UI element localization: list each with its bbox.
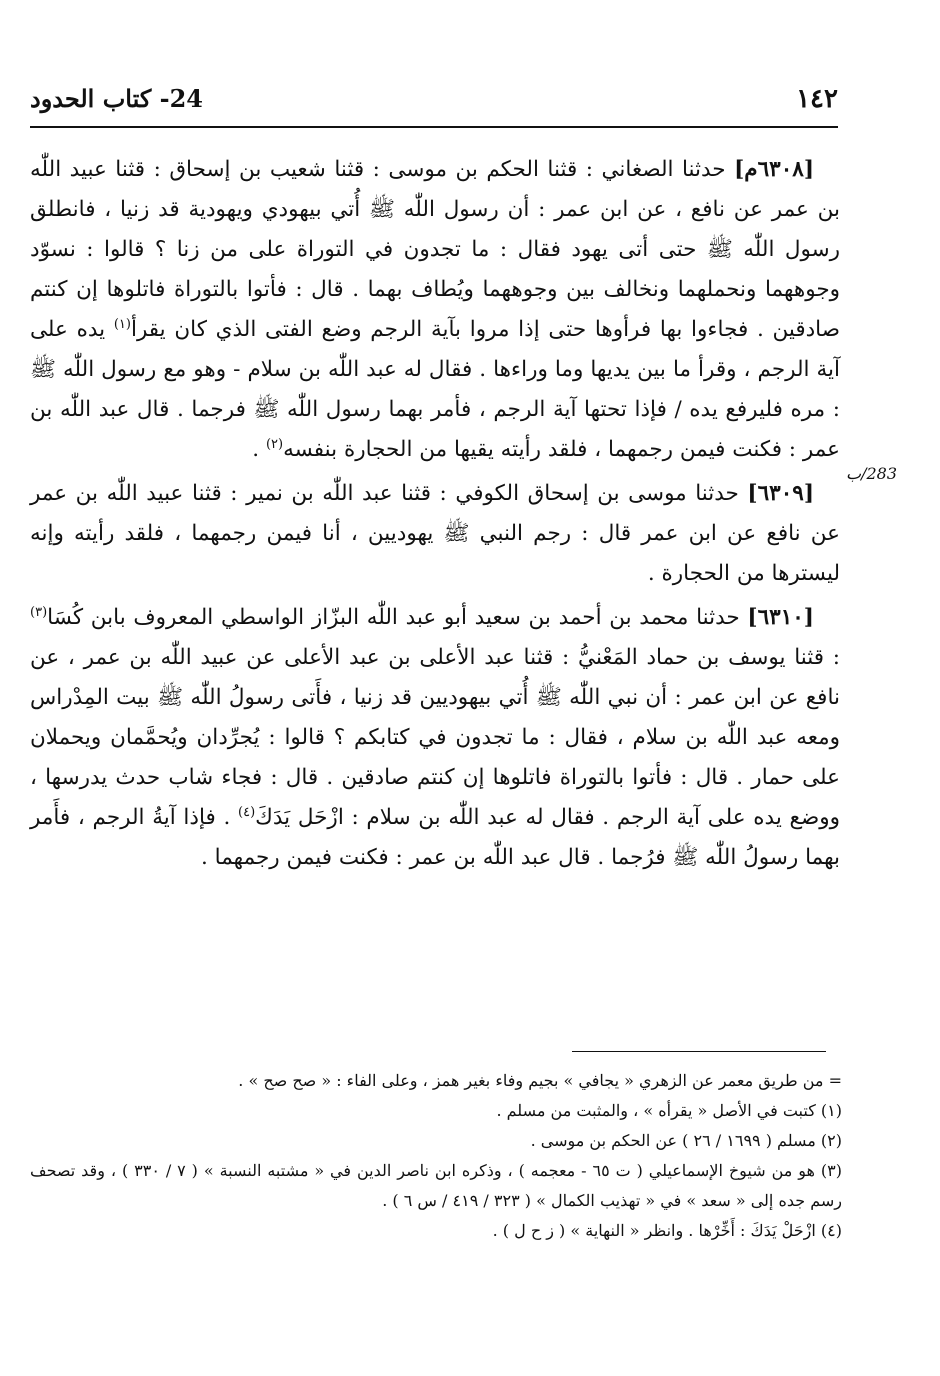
hadith-text-end: . فإذا آيةُ الرجم ، فأَمر بهما رسولُ اللّٰه ﷺ فرُجما . قال عبد اللّٰه بن عمر : فكنت فيمن رجمهما .	[30, 805, 840, 870]
hadith-number: [٦٣٠٩]	[747, 481, 814, 506]
book-title: 24- كتاب الحدود	[30, 84, 203, 113]
hadith-number: [٦٣٠٨م]	[734, 157, 814, 182]
page-number: ١٤٢	[796, 84, 838, 114]
main-text	[30, 150, 840, 882]
footnote-separator	[572, 1051, 826, 1052]
footnote-1: (١) كتبت في الأصل « يقرأه » ، والمثبت من مسلم .	[496, 1101, 842, 1120]
footnote-ref: (٣)	[30, 604, 48, 620]
page-header	[30, 80, 838, 124]
hadith-6309	[30, 474, 840, 594]
hadith-text-cont: : قثنا يوسف بن حماد المَعْنيُّ : قثنا عبد الأعلى بن عبد الأعلى عن عبيد اللّٰه بن عمر ، عن نافع عن ابن عمر : أن نبي اللّٰه ﷺ أُتي بيهوديين قد زنيا ، فأَتى رسولُ اللّٰه ﷺ بيت المِدْراس ومعه عبد اللّٰه بن سلام ، فقال : ما تجدون في كتابكم ؟ قالوا : يُجرِّدان ويُحمَّمان ويحملان على حمار . قال : فأتوا بالتوراة فاتلوها إن كنتم صادقين . قال : فجاء شاب حدث يدرسها ، ووضع يده على آية الرجم . فقال له عبد اللّٰه بن سلام : ازْحَل يَدَكَ	[30, 645, 840, 830]
hadith-text-end: .	[252, 437, 266, 462]
footnotes	[30, 1066, 842, 1246]
hadith-6308	[30, 150, 840, 470]
margin-folio-note: 283/ب	[846, 464, 897, 483]
hadith-number: [٦٣١٠]	[747, 605, 814, 630]
hadith-text: حدثنا موسى بن إسحاق الكوفي : قثنا عبد اللّٰه بن نمير : قثنا عبيد اللّٰه بن عمر عن نافع عن ابن عمر قال : رجم النبي ﷺ يهوديين ، أنا فيمن رجمهما ، فلقد رأيته وإنه ليسترها من الحجارة .	[30, 481, 840, 586]
footnote-4: (٤) ازْحَلْ يَدَكَ : أَخِّرْها . وانظر « النهاية » ( ز ح ل ) .	[492, 1221, 842, 1240]
hadith-text: حدثنا الصغاني : قثنا الحكم بن موسى : قثنا شعيب بن إسحاق : قثنا عبيد اللّٰه بن عمر عن نافع ، عن ابن عمر : أن رسول اللّٰه ﷺ أُتي بيهودي ويهودية قد زنيا ، فانطلق رسول اللّٰه ﷺ حتى أتى يهود فقال : ما تجدون في التوراة على من زنا ؟ قالوا : نسوّد وجوههما ونحملهما ونخالف بين وجوههما ويُطاف بهما . قال : فأتوا بالتوراة فاتلوها إن كنتم صادقين . فجاءوا بها فرأوها حتى إذا مروا بآية الرجم وضع الفتى الذي كان يقرأ	[30, 157, 840, 342]
hadith-text-cont: يده على آية الرجم ، وقرأ ما بين يديها وما وراءها . فقال له عبد اللّٰه بن سلام - وهو مع رسول اللّٰه ﷺ : مره فليرفع يده / فإذا تحتها آية الرجم ، فأمر بهما رسول اللّٰه ﷺ فرجما . قال عبد اللّٰه بن عمر : فكنت فيمن رجمهما ، فلقد رأيته يقيها من الحجارة بنفسه	[30, 317, 840, 462]
header-rule	[30, 126, 838, 128]
footnote-2: (٢) مسلم ( ١٦٩٩ / ٢٦ ) عن الحكم بن موسى .	[530, 1131, 842, 1150]
footnote-ref: (٢)	[265, 436, 284, 452]
hadith-text: حدثنا محمد بن أحمد بن سعيد أبو عبد اللّٰه البزّاز الواسطي المعروف بابن كُسَا	[47, 605, 740, 630]
footnote-ref: (١)	[113, 316, 131, 332]
footnote-ref: (٤)	[238, 804, 256, 820]
hadith-6310	[30, 598, 840, 878]
footnote-3: (٣) هو من شيوخ الإسماعيلي ( ت ٦٥ - معجمه ) ، وذكره ابن ناصر الدين في « مشتبه النسبة » ( ٧ / ٣٣٠ ) ، وقد تصحف رسم جده إلى « سعد » في « تهذيب الكمال » ( ٣٢٣ / ٤١٩ / س ٦ ) .	[30, 1161, 842, 1210]
footnote-continued: = من طريق معمر عن الزهري « يجافي » بجيم وفاء بغير همز ، وعلى الفاء : « صح صح » .	[238, 1071, 842, 1090]
